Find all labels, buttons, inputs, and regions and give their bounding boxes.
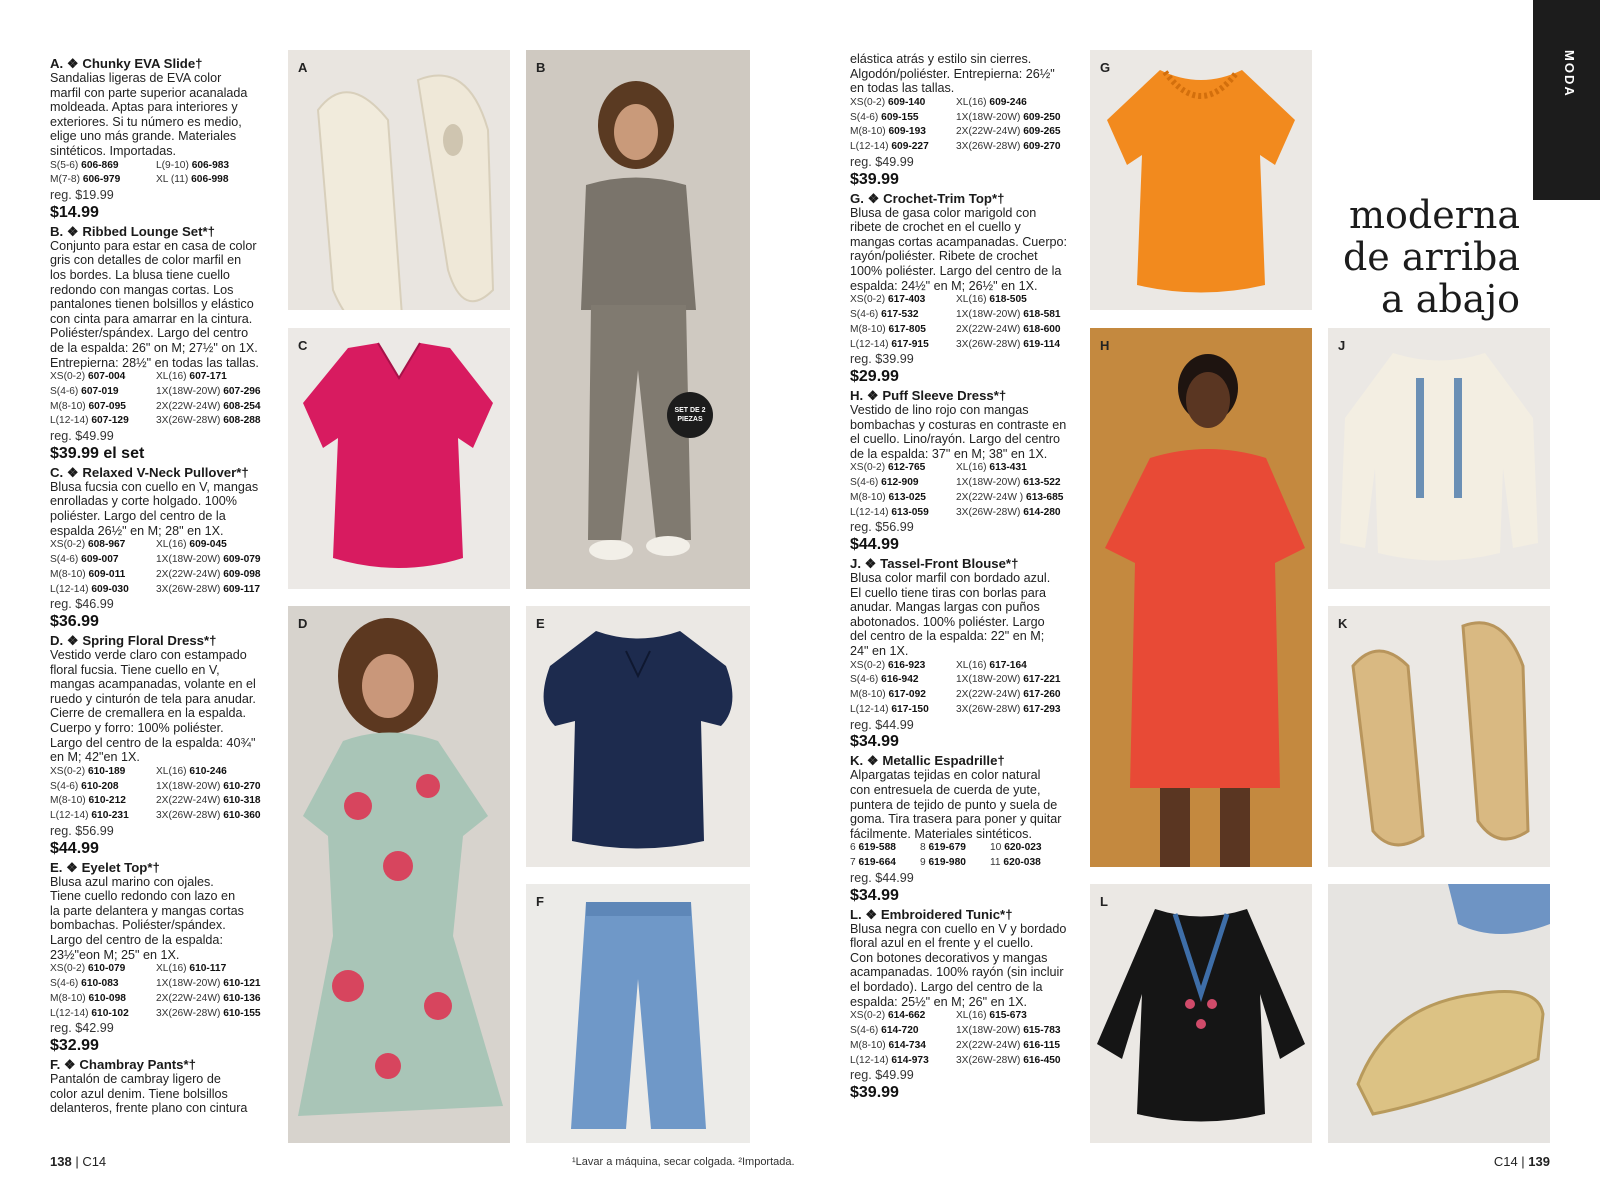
sale-price: $39.99 bbox=[850, 1083, 899, 1101]
sale-price: $39.99 el set bbox=[50, 444, 145, 462]
size-list: 6 619-588 8 619-679 10 620-023 7 619-664 9 619-980 11 620-038 bbox=[850, 842, 1042, 869]
size-list: XS(0-2) 610-189 XL(16) 610-246 S(4-6) 610-208 1X(18W-20W) 610-270 M(8-10) 610-212 2X(22W-24W) 610-318 L(12-14) 610-231 3X(26W-28W) 610-360 bbox=[50, 765, 261, 822]
size-list: XS(0-2) 617-403 XL(16) 618-505 S(4-6) 617-532 1X(18W-20W) 618-581 M(8-10) 617-805 2X(22W-24W) 618-600 L(12-14) 617-915 3X(26W-28W) 619-114 bbox=[850, 294, 1061, 350]
size-list: XS(0-2) 616-923 XL(16) 617-164 S(4-6) 616-942 1X(18W-20W) 617-221 M(8-10) 617-092 2X(22W-24W) 617-260 L(12-14) 617-150 3X(26W-28W) 617-293 bbox=[850, 659, 1061, 716]
product-photo-k-worn bbox=[1328, 884, 1550, 1143]
product-photo-d bbox=[288, 606, 510, 1143]
set-badge: SET DE 2 PIEZAS bbox=[667, 392, 713, 438]
product-title: L. ❖ Embroidered Tunic*† bbox=[850, 906, 1013, 922]
product-photo-g bbox=[1090, 50, 1312, 310]
floral-dress-model-icon bbox=[288, 606, 510, 1143]
sale-price: $44.99 bbox=[850, 536, 899, 554]
product-item-d bbox=[50, 633, 278, 858]
product-photo-b bbox=[526, 50, 750, 589]
regular-price: reg. $42.99 bbox=[50, 1021, 114, 1036]
regular-price: reg. $44.99 bbox=[850, 717, 914, 732]
regular-price: reg. $19.99 bbox=[50, 188, 114, 203]
embroidered-tunic-icon bbox=[1090, 884, 1312, 1143]
care-footnote: ¹Lavar a máquina, secar colgada. ²Importada. bbox=[572, 1156, 795, 1168]
size-list: XS(0-2) 609-140 XL(16) 609-246 S(4-6) 609-155 1X(18W-20W) 609-250 M(8-10) 609-193 2X(22W-24W) 609-265 L(12-14) 609-227 3X(26W-28W) 609-270 bbox=[850, 96, 1061, 153]
photo-label: F bbox=[536, 894, 544, 909]
size-list: XS(0-2) 612-765 XL(16) 613-431 S(4-6) 612-909 1X(18W-20W) 613-522 M(8-10) 613-025 2X(22W-24W ) 613-685 L(12-14) 613-059 3X(26W-28W) 614-280 bbox=[850, 462, 1064, 518]
sale-price: $34.99 bbox=[850, 733, 899, 751]
product-item-l bbox=[850, 907, 1090, 1102]
size-list: XS(0-2) 607-004 XL(16) 607-171 S(4-6) 607-019 1X(18W-20W) 607-296 M(8-10) 607-095 2X(22W-24W) 608-254 L(12-14) 607-129 3X(26W-28W) 608-288 bbox=[50, 371, 261, 427]
photo-label: A bbox=[298, 60, 308, 75]
product-photo-c bbox=[288, 328, 510, 589]
left-text-column bbox=[50, 56, 278, 1118]
folio-left: 138 | C14 bbox=[50, 1154, 107, 1169]
product-description: Vestido verde claro con estampado floral fucsia. Tiene cuello en V, mangas acampanadas, volante en el ruedo y cinturón de tela para anudar. Cierre de cremallera en la espalda. Cuerpo y forro: 100% poliéster. Largo del centro de la espalda: 40¾" en M; 42"en 1X. bbox=[50, 648, 256, 765]
regular-price: reg. $49.99 bbox=[50, 429, 114, 444]
product-description: Alpargatas tejidas en color natural con entresuela de cuerda de yute, puntera de tejido de punto y suela de goma. Tira trasera para poner y quitar fácilmente. Materiales sintéticos. bbox=[850, 768, 1062, 841]
photo-label: H bbox=[1100, 338, 1110, 353]
chambray-pants-icon bbox=[526, 884, 750, 1143]
product-title: H. ❖ Puff Sleeve Dress*† bbox=[850, 387, 1007, 403]
section-tab bbox=[1533, 0, 1600, 200]
tassel-blouse-icon bbox=[1328, 328, 1550, 589]
product-item-b bbox=[50, 224, 278, 463]
photo-label: J bbox=[1338, 338, 1346, 353]
product-photo-h bbox=[1090, 328, 1312, 867]
product-description: Sandalias ligeras de EVA color marfil con parte superior acanalada moldeada. Aptas para interiores y exteriores. Si tu número es medio, elige uno más grande. Materiales sintéticos. Importadas. bbox=[50, 71, 248, 158]
product-description: elástica atrás y estilo sin cierres. Algodón/poliéster. Entrepierna: 26½" en todas las tallas. bbox=[850, 52, 1055, 96]
regular-price: reg. $46.99 bbox=[50, 597, 114, 612]
sale-price: $34.99 bbox=[850, 886, 899, 904]
regular-price: reg. $49.99 bbox=[850, 154, 914, 169]
sale-price: $44.99 bbox=[50, 839, 99, 857]
photo-label: K bbox=[1338, 616, 1348, 631]
espadrille-icon bbox=[1328, 606, 1550, 867]
photo-label: E bbox=[536, 616, 545, 631]
product-item-a bbox=[50, 56, 278, 222]
product-title: D. ❖ Spring Floral Dress*† bbox=[50, 633, 217, 649]
page-headline: moderna de arriba a abajo bbox=[1342, 193, 1520, 321]
product-title: E. ❖ Eyelet Top*† bbox=[50, 859, 160, 875]
product-description: Blusa negra con cuello en V y bordado floral azul en el frente y el cuello. Con botones decorativos y mangas acampanadas. 100% rayón (sin incluir el bordado). Largo del centro de la espalda: 25½" en M; 26" en 1X. bbox=[850, 921, 1067, 1009]
sale-price: $14.99 bbox=[50, 203, 99, 221]
product-item-g bbox=[850, 191, 1090, 386]
product-title: F. ❖ Chambray Pants*† bbox=[50, 1056, 196, 1072]
size-list: XS(0-2) 610-079 XL(16) 610-117 S(4-6) 610-083 1X(18W-20W) 610-121 M(8-10) 610-098 2X(22W-24W) 610-136 L(12-14) 610-102 3X(26W-28W) 610-155 bbox=[50, 963, 261, 1019]
product-photo-l bbox=[1090, 884, 1312, 1143]
product-photo-e bbox=[526, 606, 750, 867]
photo-label: B bbox=[536, 60, 546, 75]
photo-label: L bbox=[1100, 894, 1108, 909]
crochet-top-icon bbox=[1090, 50, 1312, 310]
product-item-e bbox=[50, 860, 278, 1055]
regular-price: reg. $49.99 bbox=[850, 1068, 914, 1083]
product-description: Blusa color marfil con bordado azul. El cuello tiene tiras con borlas para anudar. Mangas largas con puños abotonados. 100% poliéster. Largo del centro de la espalda: 22" en M; 24" en 1X. bbox=[850, 571, 1051, 659]
size-list: XS(0-2) 608-967 XL(16) 609-045 S(4-6) 609-007 1X(18W-20W) 609-079 M(8-10) 609-011 2X(22W-24W) 609-098 L(12-14) 609-030 3X(26W-28W) 609-117 bbox=[50, 539, 261, 595]
espadrille-worn-icon bbox=[1328, 884, 1550, 1143]
product-photo-a bbox=[288, 50, 510, 310]
sale-price: $36.99 bbox=[50, 613, 99, 631]
product-item-j bbox=[850, 556, 1090, 751]
regular-price: reg. $56.99 bbox=[50, 823, 114, 838]
product-title: C. ❖ Relaxed V-Neck Pullover*† bbox=[50, 464, 249, 480]
photo-label: D bbox=[298, 616, 308, 631]
product-item-f-continued bbox=[850, 52, 1090, 189]
product-item-f bbox=[50, 1057, 278, 1116]
sale-price: $32.99 bbox=[50, 1036, 99, 1054]
product-item-k bbox=[850, 753, 1090, 904]
product-photo-k bbox=[1328, 606, 1550, 867]
slide-sandal-icon bbox=[288, 50, 510, 310]
regular-price: reg. $44.99 bbox=[850, 870, 914, 885]
product-title: J. ❖ Tassel-Front Blouse*† bbox=[850, 556, 1019, 572]
vneck-pullover-icon bbox=[288, 328, 510, 589]
photo-label: G bbox=[1100, 60, 1111, 75]
product-photo-f bbox=[526, 884, 750, 1143]
product-description: Blusa fucsia con cuello en V, mangas enrolladas y corte holgado. 100% poliéster. Largo del centro de la espalda 26½" en M; 28" en 1X. bbox=[50, 479, 259, 538]
size-list: S(5-6) 606-869 L(9-10) 606-983 M(7-8) 606-979 XL (11) 606-998 bbox=[50, 159, 230, 186]
product-description: Pantalón de cambray ligero de color azul denim. Tiene bolsillos delanteros, frente plano con cintura bbox=[50, 1071, 248, 1116]
sale-price: $39.99 bbox=[850, 170, 899, 188]
lounge-set-model-icon bbox=[526, 50, 750, 589]
regular-price: reg. $56.99 bbox=[850, 520, 914, 535]
product-description: Blusa de gasa color marigold con ribete de crochet en el cuello y mangas cortas acampanadas. Cuerpo: rayón/poliéster. Ribete de crochet 100% poliéster. Largo del centro de la espalda: 24½" en M; 26½" en 1X. bbox=[850, 205, 1068, 293]
folio-right: C14 | 139 bbox=[1493, 1154, 1550, 1169]
product-item-h bbox=[850, 388, 1090, 554]
photo-label: C bbox=[298, 338, 308, 353]
product-title: G. ❖ Crochet-Trim Top*† bbox=[850, 190, 1005, 206]
product-title: K. ❖ Metallic Espadrille† bbox=[850, 753, 1005, 769]
eyelet-top-icon bbox=[526, 606, 750, 867]
product-description: Conjunto para estar en casa de color gris con detalles de color marfil en los bordes. La blusa tiene cuello redondo con mangas cortas. Los pantalones tienen bolsillos y elástico con cinta para amarrar en la cintura. Poliéster/spándex. Largo del centro de la espalda: 26" on M; 27½" on 1X. Entrepierna: 28½" en todas las tallas. bbox=[50, 238, 259, 370]
product-title: A. ❖ Chunky EVA Slide† bbox=[50, 56, 203, 71]
puff-dress-model-icon bbox=[1090, 328, 1312, 867]
regular-price: reg. $39.99 bbox=[850, 352, 914, 367]
product-photo-j bbox=[1328, 328, 1550, 589]
section-tab-label: MODA bbox=[1562, 50, 1577, 98]
product-description: Vestido de lino rojo con mangas bombachas y costuras en contraste en el cuello. Lino/rayón. Largo del centro de la espalda: 37" en M; 38" en 1X. bbox=[850, 402, 1067, 461]
product-description: Blusa azul marino con ojales. Tiene cuello redondo con lazo en la parte delantera y mangas cortas bombachas. Poliéster/spándex. Largo del centro de la espalda: 23½"eon M; 25" en 1X. bbox=[50, 874, 244, 962]
size-list: XS(0-2) 614-662 XL(16) 615-673 S(4-6) 614-720 1X(18W-20W) 615-783 M(8-10) 614-734 2X(22W-24W) 616-115 L(12-14) 614-973 3X(26W-28W) 616-450 bbox=[850, 1010, 1061, 1066]
right-text-column bbox=[850, 52, 1090, 1104]
sale-price: $29.99 bbox=[850, 367, 899, 385]
product-item-c bbox=[50, 465, 278, 631]
product-title: B. ❖ Ribbed Lounge Set*† bbox=[50, 223, 215, 239]
